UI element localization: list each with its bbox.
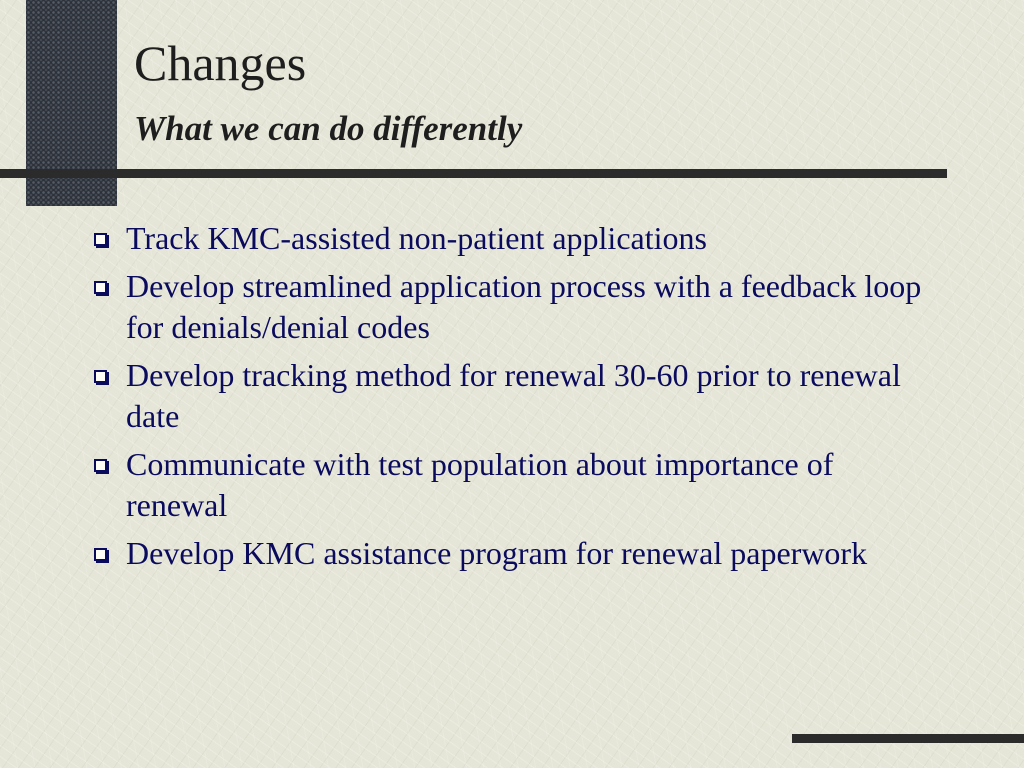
bullet-list (90, 218, 930, 581)
slide-subtitle: What we can do differently (134, 109, 523, 148)
checkbox-bullet-icon (94, 548, 107, 561)
checkbox-bullet-icon (94, 370, 107, 383)
title-divider-rule (0, 169, 947, 178)
bullet-item (90, 355, 930, 437)
bullet-text: Track KMC-assisted non-patient applications (126, 220, 707, 256)
bullet-text: Develop streamlined application process with a feedback loop for denials/denial codes (126, 268, 922, 345)
bullet-item (90, 218, 930, 259)
bullet-text: Develop KMC assistance program for renewal paperwork (126, 535, 868, 571)
checkbox-bullet-icon (94, 459, 107, 472)
bullet-item (90, 444, 930, 526)
checkbox-bullet-icon (94, 233, 107, 246)
bullet-item (90, 533, 930, 574)
slide-title: Changes (134, 35, 307, 91)
checkbox-bullet-icon (94, 281, 107, 294)
footer-accent-rule (792, 734, 1024, 743)
bullet-item (90, 266, 930, 348)
bullet-text: Communicate with test population about importance of renewal (126, 446, 834, 523)
bullet-text: Develop tracking method for renewal 30-60 prior to renewal date (126, 357, 901, 434)
